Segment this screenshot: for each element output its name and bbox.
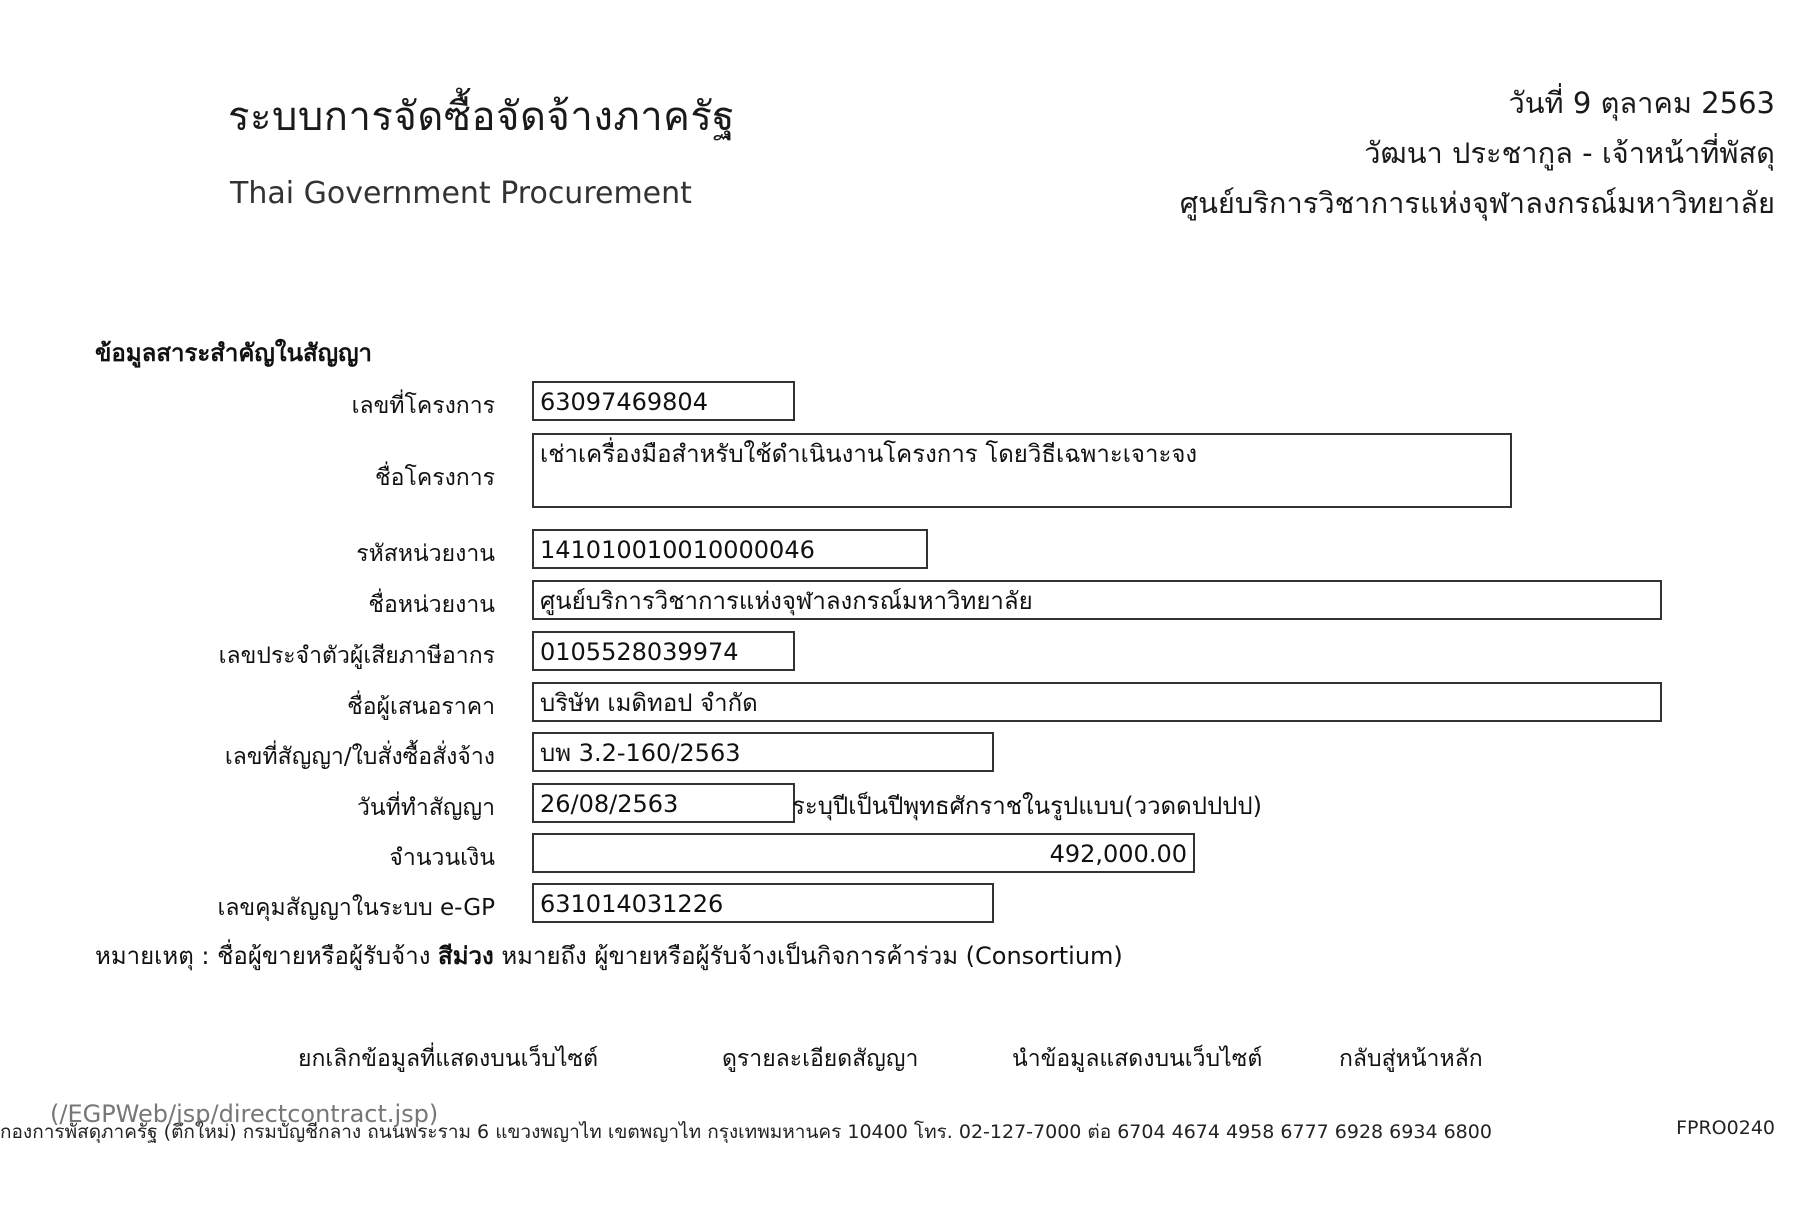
note-suffix: หมายถึง ผู้ขายหรือผู้รับจ้างเป็นกิจการค้าร่วม (Consortium) xyxy=(493,942,1123,970)
current-date: วันที่ 9 ตุลาคม 2563 xyxy=(1508,86,1775,120)
user-name: วัฒนา ประชากูล - เจ้าหน้าที่พัสดุ xyxy=(1364,136,1775,170)
contract-date-field[interactable]: 26/08/2563 xyxy=(532,783,795,823)
project-no-field[interactable]: 63097469804 xyxy=(532,381,795,421)
organization-name: ศูนย์บริการวิชาการแห่งจุฬาลงกรณ์มหาวิทยาลัย xyxy=(1179,186,1775,220)
publish-link[interactable]: นำข้อมูลแสดงบนเว็บไซต์ xyxy=(1012,1046,1263,1072)
project-name-label: ชื่อโครงการ xyxy=(375,465,495,491)
project-no-label: เลขที่โครงการ xyxy=(351,393,495,419)
note-prefix: หมายเหตุ : ชื่อผู้ขายหรือผู้รับจ้าง xyxy=(95,942,439,970)
project-name-field[interactable]: เช่าเครื่องมือสำหรับใช้ดำเนินงานโครงการ โดยวิธีเฉพาะเจาะจง xyxy=(532,433,1512,508)
egp-control-no-field[interactable]: 631014031226 xyxy=(532,883,994,923)
consortium-note xyxy=(95,936,1123,975)
system-title-english: Thai Government Procurement xyxy=(230,176,692,211)
system-title-thai: ระบบการจัดซื้อจัดจ้างภาครัฐ xyxy=(228,94,735,140)
page-url-overlay: (/EGPWeb/jsp/directcontract.jsp) xyxy=(50,1100,439,1128)
tax-id-field[interactable]: 0105528039974 xyxy=(532,631,795,671)
cancel-display-link[interactable]: ยกเลิกข้อมูลที่แสดงบนเว็บไซต์ xyxy=(298,1046,599,1072)
egp-control-no-label: เลขคุมสัญญาในระบบ e-GP xyxy=(217,895,495,921)
contract-date-hint: ระบุปีเป็นปีพุทธศักราชในรูปแบบ(ววดดปปปป) xyxy=(792,792,1263,820)
contract-no-label: เลขที่สัญญา/ใบสั่งซื้อสั่งจ้าง xyxy=(224,744,495,770)
contract-no-field[interactable]: บพ 3.2-160/2563 xyxy=(532,732,994,772)
amount-field[interactable]: 492,000.00 xyxy=(532,833,1195,873)
agency-name-label: ชื่อหน่วยงาน xyxy=(368,592,495,618)
note-highlight: สีม่วง xyxy=(438,942,494,970)
page-code: FPRO0240 xyxy=(1676,1117,1775,1139)
home-link[interactable]: กลับสู่หน้าหลัก xyxy=(1339,1046,1483,1072)
bidder-name-field[interactable]: บริษัท เมดิทอป จำกัด xyxy=(532,682,1662,722)
agency-code-field[interactable]: 141010010010000046 xyxy=(532,529,928,569)
view-contract-link[interactable]: ดูรายละเอียดสัญญา xyxy=(722,1046,919,1072)
agency-code-label: รหัสหน่วยงาน xyxy=(356,541,495,567)
contract-date-label: วันที่ทำสัญญา xyxy=(356,795,495,821)
footer-address: กองการพัสดุภาครัฐ (ตึกใหม่) กรมบัญชีกลาง ถนนพระราม 6 แขวงพญาไท เขตพญาไท กรุงเทพมหานคร 10400 โทร. 02-127-7000 ต่อ 6704 4674 4958 6777 6928 6934 6800 xyxy=(0,1121,1492,1143)
section-title: ข้อมูลสาระสำคัญในสัญญา xyxy=(95,339,373,367)
agency-name-field[interactable]: ศูนย์บริการวิชาการแห่งจุฬาลงกรณ์มหาวิทยาลัย xyxy=(532,580,1662,620)
bidder-name-label: ชื่อผู้เสนอราคา xyxy=(347,694,495,720)
amount-label: จำนวนเงิน xyxy=(389,845,495,871)
tax-id-label: เลขประจำตัวผู้เสียภาษีอากร xyxy=(218,643,495,669)
